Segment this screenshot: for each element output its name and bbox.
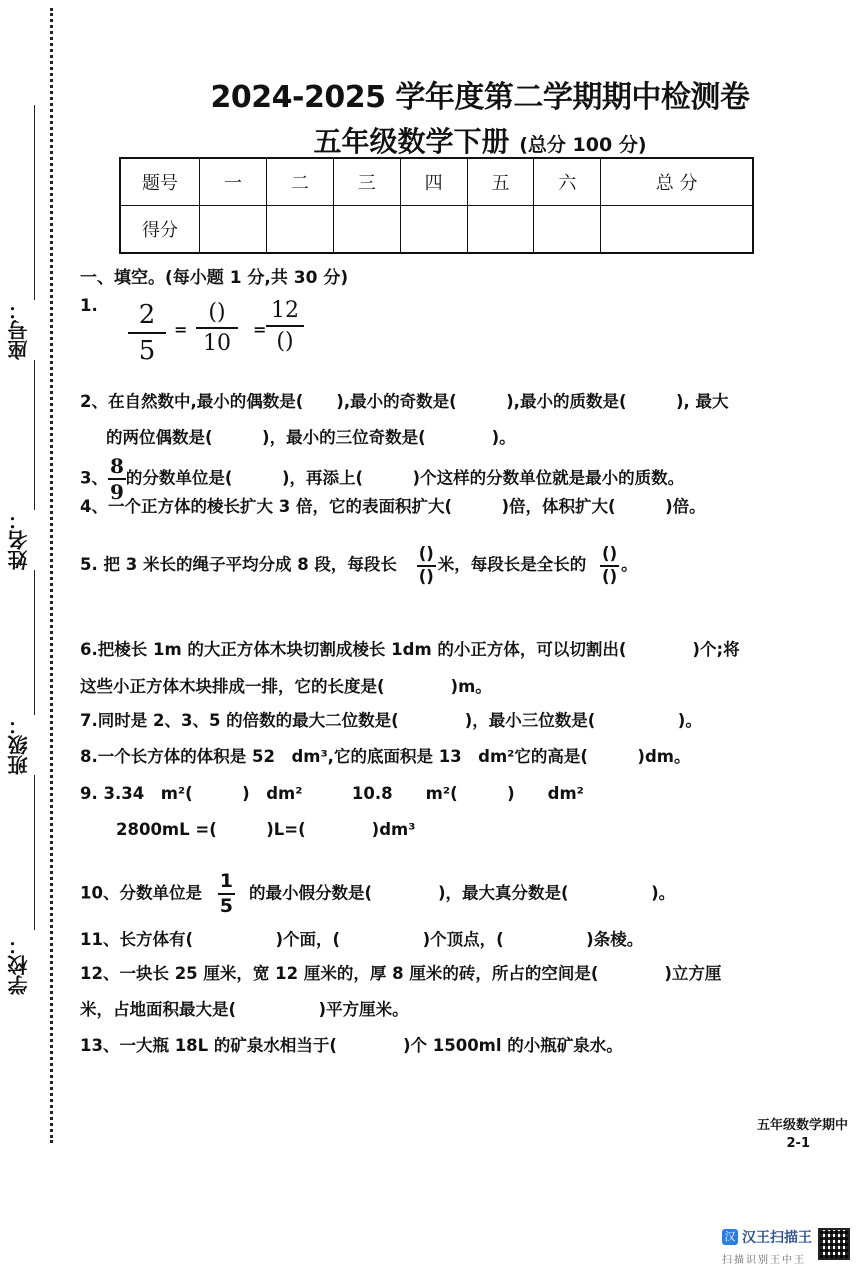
page-footer bbox=[757, 1117, 848, 1153]
q3-numerator: 8 bbox=[109, 454, 124, 478]
score-table-col: 五 bbox=[467, 158, 534, 206]
question-2-line-2: 的两位偶数是( )，最小的三位奇数是( )。 bbox=[106, 428, 516, 447]
q1-equals-1: = bbox=[174, 320, 188, 339]
q5-fraction-1 bbox=[417, 546, 436, 585]
q5-f1-numerator: () bbox=[418, 544, 434, 563]
q5-text-a: 5. 把 3 米长的绳子平均分成 8 段，每段长 bbox=[80, 555, 397, 574]
score-table-col: 六 bbox=[534, 158, 601, 206]
exam-title: 2024-2025 学年度第二学期期中检测卷 bbox=[210, 80, 750, 115]
q10-text-a: 10、分数单位是 bbox=[80, 883, 202, 903]
scanner-name: 汉王扫描王 bbox=[742, 1230, 812, 1246]
q3-denominator: 9 bbox=[109, 480, 124, 504]
section-heading-fill-in: 一、填空。(每小题 1 分,共 30 分) bbox=[80, 268, 349, 288]
q5-f1-denominator: () bbox=[418, 566, 434, 586]
question-8: 8.一个长方体的体积是 52 dm³,它的底面积是 13 dm²它的高是( )dm。 bbox=[80, 747, 691, 766]
question-1-number: 1. bbox=[80, 296, 98, 315]
score-table-head-score: 得分 bbox=[120, 206, 200, 254]
score-cell[interactable] bbox=[266, 206, 333, 254]
score-table bbox=[119, 157, 754, 254]
question-11: 11、长方体有( )个面，( )个顶点，( )条棱。 bbox=[80, 930, 644, 949]
question-9-line-1: 9. 3.34 m²( ) dm² 10.8 m²( ) dm² bbox=[80, 784, 584, 803]
question-12-line-2: 米，占地面积最大是( )平方厘米。 bbox=[80, 1000, 409, 1019]
q5-f2-numerator: () bbox=[602, 544, 618, 563]
seat-label: 座号： bbox=[7, 300, 31, 360]
score-table-head-question: 题号 bbox=[120, 158, 200, 206]
q10-denominator: 5 bbox=[219, 895, 233, 917]
q5-f2-denominator: () bbox=[602, 566, 618, 586]
q1-f1-numerator: 2 bbox=[138, 300, 156, 330]
score-table-col-total: 总 分 bbox=[601, 158, 753, 206]
question-4: 4、一个正方体的棱长扩大 3 倍，它的表面积扩大( )倍，体积扩大( )倍。 bbox=[80, 497, 706, 516]
q1-f2-numerator: () bbox=[208, 300, 226, 325]
q5-text-b: 米，每段长是全长的 bbox=[437, 555, 587, 574]
question-2-line-1: 2、在自然数中,最小的偶数是( ),最小的奇数是( ),最小的质数是( ), 最大 bbox=[80, 392, 729, 411]
score-table-col: 二 bbox=[266, 158, 333, 206]
score-cell[interactable] bbox=[467, 206, 534, 254]
subtitle-text: 五年级数学下册 bbox=[313, 125, 510, 158]
footer-course: 五年级数学期中 bbox=[756, 1118, 848, 1133]
fraction-bar bbox=[196, 327, 238, 329]
question-13: 13、一大瓶 18L 的矿泉水相当于( )个 1500ml 的小瓶矿泉水。 bbox=[80, 1036, 623, 1055]
score-table-col: 一 bbox=[200, 158, 267, 206]
score-table-col: 三 bbox=[333, 158, 400, 206]
class-underline bbox=[34, 570, 35, 715]
score-cell[interactable] bbox=[200, 206, 267, 254]
score-table-row-questions bbox=[120, 158, 753, 206]
seat-underline bbox=[34, 105, 35, 300]
q5-fraction-2 bbox=[600, 546, 619, 585]
q10-text-b: 的最小假分数是( )，最大真分数是( )。 bbox=[248, 883, 676, 903]
total-score-note: (总分 100 分) bbox=[519, 134, 647, 156]
name-underline bbox=[34, 360, 35, 510]
qr-code-icon bbox=[818, 1228, 850, 1260]
q1-fraction-2 bbox=[196, 300, 238, 356]
score-table-col: 四 bbox=[400, 158, 467, 206]
score-cell-total[interactable] bbox=[601, 206, 753, 254]
score-table-row-scores bbox=[120, 206, 753, 254]
question-10 bbox=[80, 872, 675, 916]
school-underline bbox=[34, 775, 35, 930]
q3-text: 的分数单位是( )，再添上( )个这样的分数单位就是最小的质数。 bbox=[125, 468, 685, 488]
q5-text-c: 。 bbox=[621, 555, 638, 574]
question-6-line-1: 6.把棱长 1m 的大正方体木块切割成棱长 1dm 的小正方体，可以切割出( )个;将 bbox=[80, 640, 740, 659]
question-12-line-1: 12、一块长 25 厘米，宽 12 厘米的，厚 8 厘米的砖，所占的空间是( )立方厘 bbox=[80, 964, 722, 983]
footer-page-number: 2-1 bbox=[786, 1136, 810, 1151]
fraction-bar bbox=[266, 325, 304, 327]
question-7: 7.同时是 2、3、5 的倍数的最大二位数是( )，最小三位数是( )。 bbox=[80, 711, 702, 730]
q10-numerator: 1 bbox=[219, 870, 233, 892]
question-6-line-2: 这些小正方体木块排成一排，它的长度是( )m。 bbox=[80, 677, 492, 696]
fraction-bar bbox=[128, 332, 166, 334]
q1-f3-numerator: 12 bbox=[271, 298, 299, 323]
question-5 bbox=[80, 546, 638, 585]
class-label: 班级： bbox=[7, 715, 31, 775]
exam-subtitle bbox=[110, 120, 850, 160]
scanner-logo-icon: 汉 bbox=[722, 1229, 738, 1245]
q10-fraction bbox=[218, 872, 235, 916]
q1-f2-denominator: 10 bbox=[203, 331, 231, 356]
school-label: 学校： bbox=[7, 935, 31, 995]
q1-equals-2: = bbox=[253, 320, 267, 339]
q1-f1-denominator: 5 bbox=[138, 336, 156, 366]
score-cell[interactable] bbox=[534, 206, 601, 254]
q1-f3-denominator: () bbox=[276, 329, 294, 354]
score-cell[interactable] bbox=[333, 206, 400, 254]
question-9-line-2: 2800mL =( )L=( )dm³ bbox=[116, 820, 416, 839]
q1-fraction-1 bbox=[128, 300, 166, 366]
q3-number: 3、 bbox=[80, 468, 108, 488]
binding-dotted-line bbox=[50, 8, 53, 1143]
scanner-slogan: 扫描识别王中王 bbox=[722, 1255, 806, 1266]
score-cell[interactable] bbox=[400, 206, 467, 254]
q1-fraction-3 bbox=[266, 298, 304, 354]
name-label: 姓名： bbox=[7, 510, 31, 570]
